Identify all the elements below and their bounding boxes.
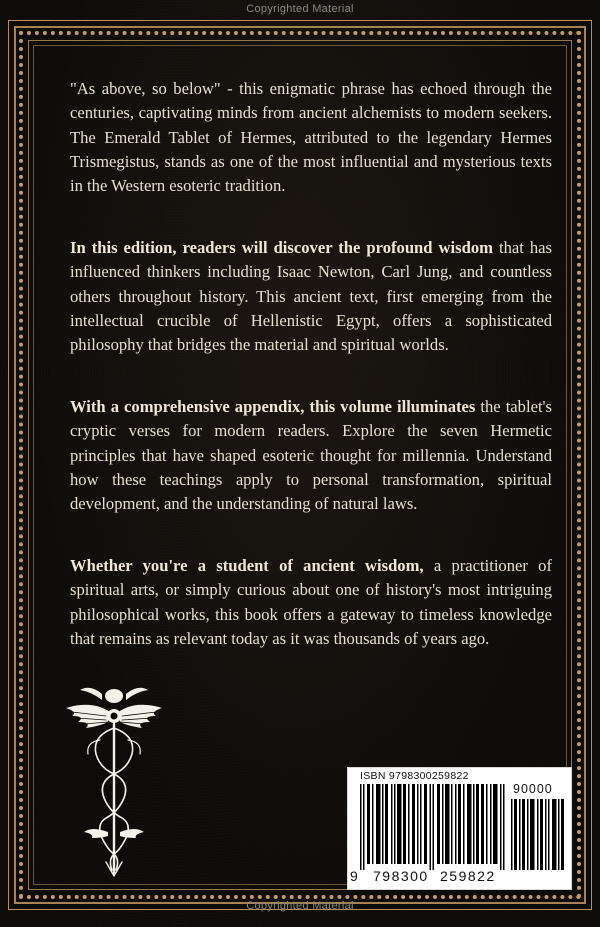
blurb-paragraph-4-text: a practitioner of spiritual arts, or simply curious about one of history's most intriguing philosophical works, this book offers a gateway to timeless knowledge that remains as relevant today as it was thousands of years ago. — [70, 556, 552, 648]
blurb-paragraph-2-text: that has influenced thinkers including Isaac Newton, Carl Jung, and countless others throughout history. This ancient text, first emerging from the intellectual crucible of Hellenistic Egypt, offers a sophisticated philosophy that bridges the material and spiritual worlds. — [70, 238, 552, 355]
ean13-bars — [360, 784, 505, 870]
barcode-right-digits: 259822 — [440, 868, 496, 884]
addon-bars — [511, 799, 566, 870]
watermark-bottom: Copyrighted Material — [246, 900, 354, 912]
blurb-paragraph-1-text: "As above, so below" - this enigmatic phrase has echoed through the centuries, captivating minds from ancient alchemists to modern seekers. The Emerald Tablet of Hermes, attributed to the legendary Hermes Trismegistus, stands as one of the most influential and mysterious texts in the Western esoteric tradition. — [70, 79, 552, 196]
blurb-paragraph-2 — [70, 236, 552, 357]
blurb-paragraph-3-lead: With a comprehensive appendix, this volume illuminates — [70, 397, 476, 416]
barcode-left-digits: 798300 — [373, 868, 429, 884]
isbn-label: ISBN 9798300259822 — [360, 770, 469, 782]
blurb-paragraph-2-lead: In this edition, readers will discover the profound wisdom — [70, 238, 493, 257]
barcode-first-digit: 9 — [350, 868, 360, 884]
blurb-paragraph-4-lead: Whether you're a student of ancient wisdom, — [70, 556, 424, 575]
isbn-barcode — [347, 767, 572, 890]
blurb-paragraph-3-text: the tablet's cryptic verses for modern readers. Explore the seven Hermetic principles that have shaped esoteric thought for millennia. Understand how these teachings apply to personal transformation, spiritual development, and the understanding of natural laws. — [70, 397, 553, 514]
blurb-paragraph-3 — [70, 395, 552, 516]
blurb-paragraph-4 — [70, 554, 552, 651]
winged-caduceus-icon — [62, 682, 166, 880]
blurb-paragraph-1 — [70, 77, 552, 198]
barcode-addon-price: 90000 — [513, 782, 553, 796]
watermark-top: Copyrighted Material — [246, 3, 354, 15]
